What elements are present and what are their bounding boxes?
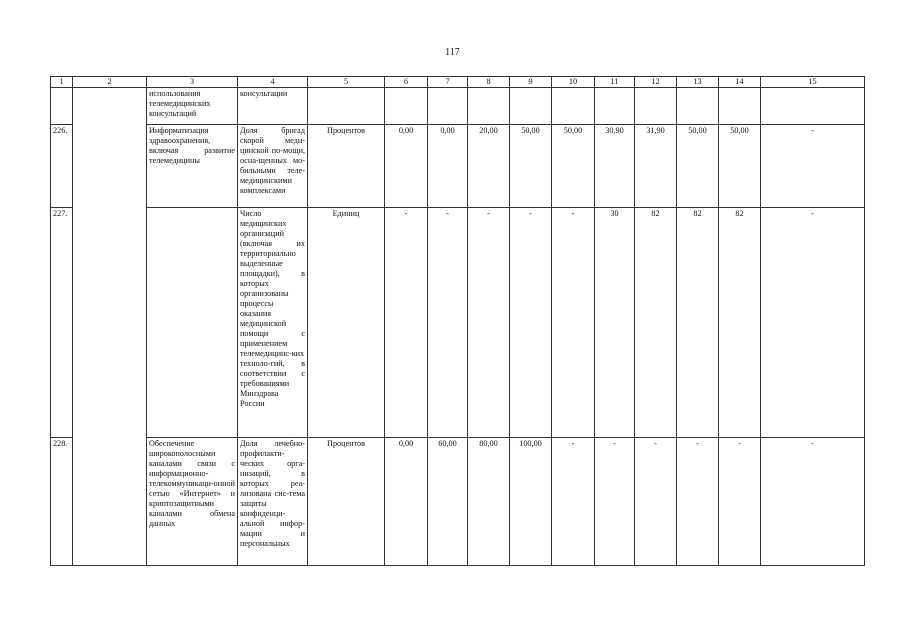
- cell-note: -: [761, 125, 865, 208]
- cell-value: 82: [635, 208, 677, 438]
- table-row: [51, 208, 865, 438]
- col-header: 14: [719, 77, 761, 88]
- cell-value: 0,00: [428, 125, 468, 208]
- row-number: 227.: [51, 208, 73, 438]
- row-number: 228.: [51, 438, 73, 566]
- cell-value: -: [428, 208, 468, 438]
- cell-value: 50,00: [677, 125, 719, 208]
- table-row: [51, 88, 865, 125]
- cell-indicator: консультации: [238, 88, 308, 125]
- row-number: [51, 88, 73, 125]
- cell-value: 30: [595, 208, 635, 438]
- cell-value: -: [510, 208, 552, 438]
- cell-value: -: [552, 438, 595, 566]
- cell-value: -: [468, 208, 510, 438]
- header-row: [51, 77, 865, 88]
- cell-col2: [73, 88, 147, 566]
- cell-indicator: Число медицинских организаций (включая их территориально выделенные площадки), в которых организованы процессы оказания медицинской помощи с применением телемедицинс-ких техноло-гий, в соответствии с требованиями Минздрава России: [238, 208, 308, 438]
- col-header: 8: [468, 77, 510, 88]
- cell-value: 31,90: [635, 125, 677, 208]
- cell-indicator: Доля бригад скорой меди-цинской по-мощи, осна-щенных мо-бильными теле-медицинскими комплексами: [238, 125, 308, 208]
- cell-value: 0,00: [385, 438, 428, 566]
- cell-value: 0,00: [385, 125, 428, 208]
- col-header: 15: [761, 77, 865, 88]
- col-header: 5: [308, 77, 385, 88]
- cell-event: использования телемедицинских консультаций: [147, 88, 238, 125]
- cell-value: 80,00: [468, 438, 510, 566]
- cell-event: Информатизация здравоохранения, включая развитие телемедицины: [147, 125, 238, 208]
- cell-value: 50,00: [719, 125, 761, 208]
- cell-unit: Процентов: [308, 438, 385, 566]
- cell-note: [761, 88, 865, 125]
- cell-value: [385, 88, 428, 125]
- col-header: 6: [385, 77, 428, 88]
- cell-unit: [308, 88, 385, 125]
- cell-indicator: Доля лечебно-профилакти-ческих орга-низаций, в которых реа-лизована сис-тема защиты конфиденци-альной инфор-мации и персональных: [238, 438, 308, 566]
- page-number: 117: [445, 47, 460, 58]
- table-row: [51, 125, 865, 208]
- cell-value: -: [677, 438, 719, 566]
- cell-value: 50,00: [552, 125, 595, 208]
- cell-value: -: [552, 208, 595, 438]
- col-header: 12: [635, 77, 677, 88]
- col-header: 1: [51, 77, 73, 88]
- cell-unit: Единиц: [308, 208, 385, 438]
- cell-value: 60,00: [428, 438, 468, 566]
- col-header: 4: [238, 77, 308, 88]
- cell-value: -: [595, 438, 635, 566]
- cell-note: -: [761, 208, 865, 438]
- cell-value: 50,00: [510, 125, 552, 208]
- cell-value: -: [719, 438, 761, 566]
- cell-unit: Процентов: [308, 125, 385, 208]
- col-header: 9: [510, 77, 552, 88]
- col-header: 10: [552, 77, 595, 88]
- cell-value: [468, 88, 510, 125]
- cell-value: [428, 88, 468, 125]
- data-table: [50, 76, 865, 566]
- cell-value: [677, 88, 719, 125]
- cell-value: 82: [719, 208, 761, 438]
- cell-value: [635, 88, 677, 125]
- cell-value: -: [635, 438, 677, 566]
- col-header: 7: [428, 77, 468, 88]
- col-header: 11: [595, 77, 635, 88]
- col-header: 2: [73, 77, 147, 88]
- cell-value: [595, 88, 635, 125]
- cell-value: [510, 88, 552, 125]
- cell-note: -: [761, 438, 865, 566]
- cell-value: 20,00: [468, 125, 510, 208]
- cell-value: 82: [677, 208, 719, 438]
- col-header: 13: [677, 77, 719, 88]
- cell-event: [147, 208, 238, 438]
- col-header: 3: [147, 77, 238, 88]
- cell-event: Обеспечение широкополосными каналами связи с информационно-телекоммуникаци-онной сетью «Интернет» и криптозащитными каналами обмена данных: [147, 438, 238, 566]
- cell-value: 100,00: [510, 438, 552, 566]
- table-row: [51, 438, 865, 566]
- row-number: 226.: [51, 125, 73, 208]
- cell-value: 30,90: [595, 125, 635, 208]
- cell-value: -: [385, 208, 428, 438]
- cell-value: [719, 88, 761, 125]
- cell-value: [552, 88, 595, 125]
